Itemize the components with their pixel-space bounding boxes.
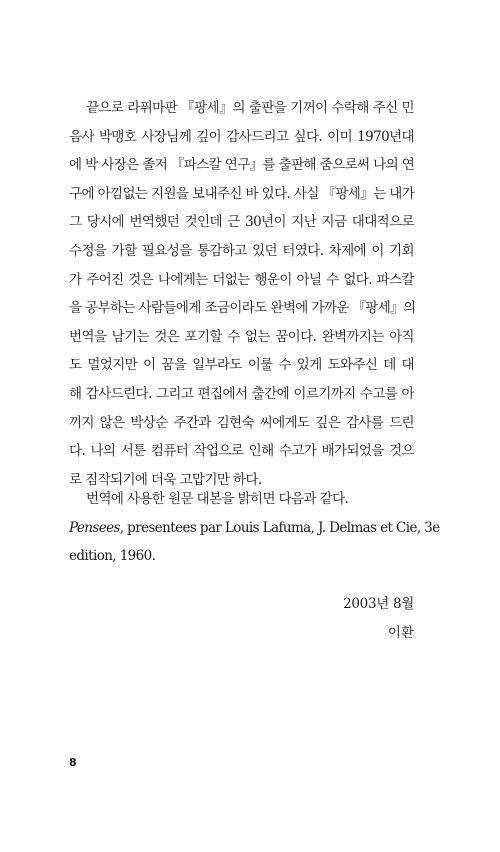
source-intro: 번역에 사용한 원문 대본을 밝히면 다음과 같다. (86, 491, 349, 507)
source-citation-line (69, 514, 440, 543)
paragraph-line: 로 짐작되기에 더욱 고맙기만 하다. (69, 471, 262, 488)
page-number: 8 (69, 756, 77, 769)
source-note (69, 485, 440, 571)
signature-date: 2003년 8월 (343, 596, 414, 612)
signature-author: 이환 (387, 625, 414, 641)
paragraph-line: 가 주어진 것은 나에게는 더없는 행운이 아닐 수 없다. 파스칼 (69, 271, 414, 288)
paragraph-line: 그 당시에 번역했던 것인데 근 30년이 지난 지금 대대적으로 (69, 214, 414, 231)
paragraph-line: 에 박 사장은 졸저 『파스칼 연구』를 출판해 줌으로써 나의 연 (69, 157, 415, 174)
paragraph-line: 수정을 가할 필요성을 통감하고 있던 터였다. 차제에 이 기회 (69, 242, 414, 259)
paragraph-line: 번역을 남기는 것은 포기할 수 없는 꿈이다. 완벽까지는 아직 (69, 328, 414, 345)
source-edition: edition, 1960. (69, 548, 156, 565)
source-details: , presentees par Louis Lafuma, J. Delmas et Cie, 3e (119, 519, 440, 536)
paragraph-line: 음사 박맹호 사장님께 깊이 감사드리고 싶다. 이미 1970년대 (69, 128, 414, 145)
source-title: Pensees (69, 519, 120, 536)
paragraph-line: 도 멀었지만 이 꿈을 일부라도 이룰 수 있게 도와주신 데 대 (69, 357, 414, 374)
paragraph-line: 끼지 않은 박상순 주간과 김현숙 씨에게도 깊은 감사를 드린 (69, 414, 414, 431)
paragraph-line: 을 공부하는 사람들에게 조금이라도 완벽에 가까운 『팡세』의 (69, 300, 416, 317)
paragraph-line: 해 감사드린다. 그리고 편집에서 출간에 이르기까지 수고를 아 (69, 385, 414, 402)
paragraph-line: 다. 나의 서툰 컴퓨터 작업으로 인해 수고가 배가되었을 것으 (69, 443, 414, 460)
acknowledgment-paragraph (69, 94, 414, 494)
paragraph-line: 끝으로 라퓌마판 『팡세』의 출판을 기꺼이 수락해 주신 민 (86, 100, 414, 116)
paragraph-line: 구에 아낌없는 지원을 보내주신 바 있다. 사실 『팡세』는 내가 (69, 185, 415, 202)
